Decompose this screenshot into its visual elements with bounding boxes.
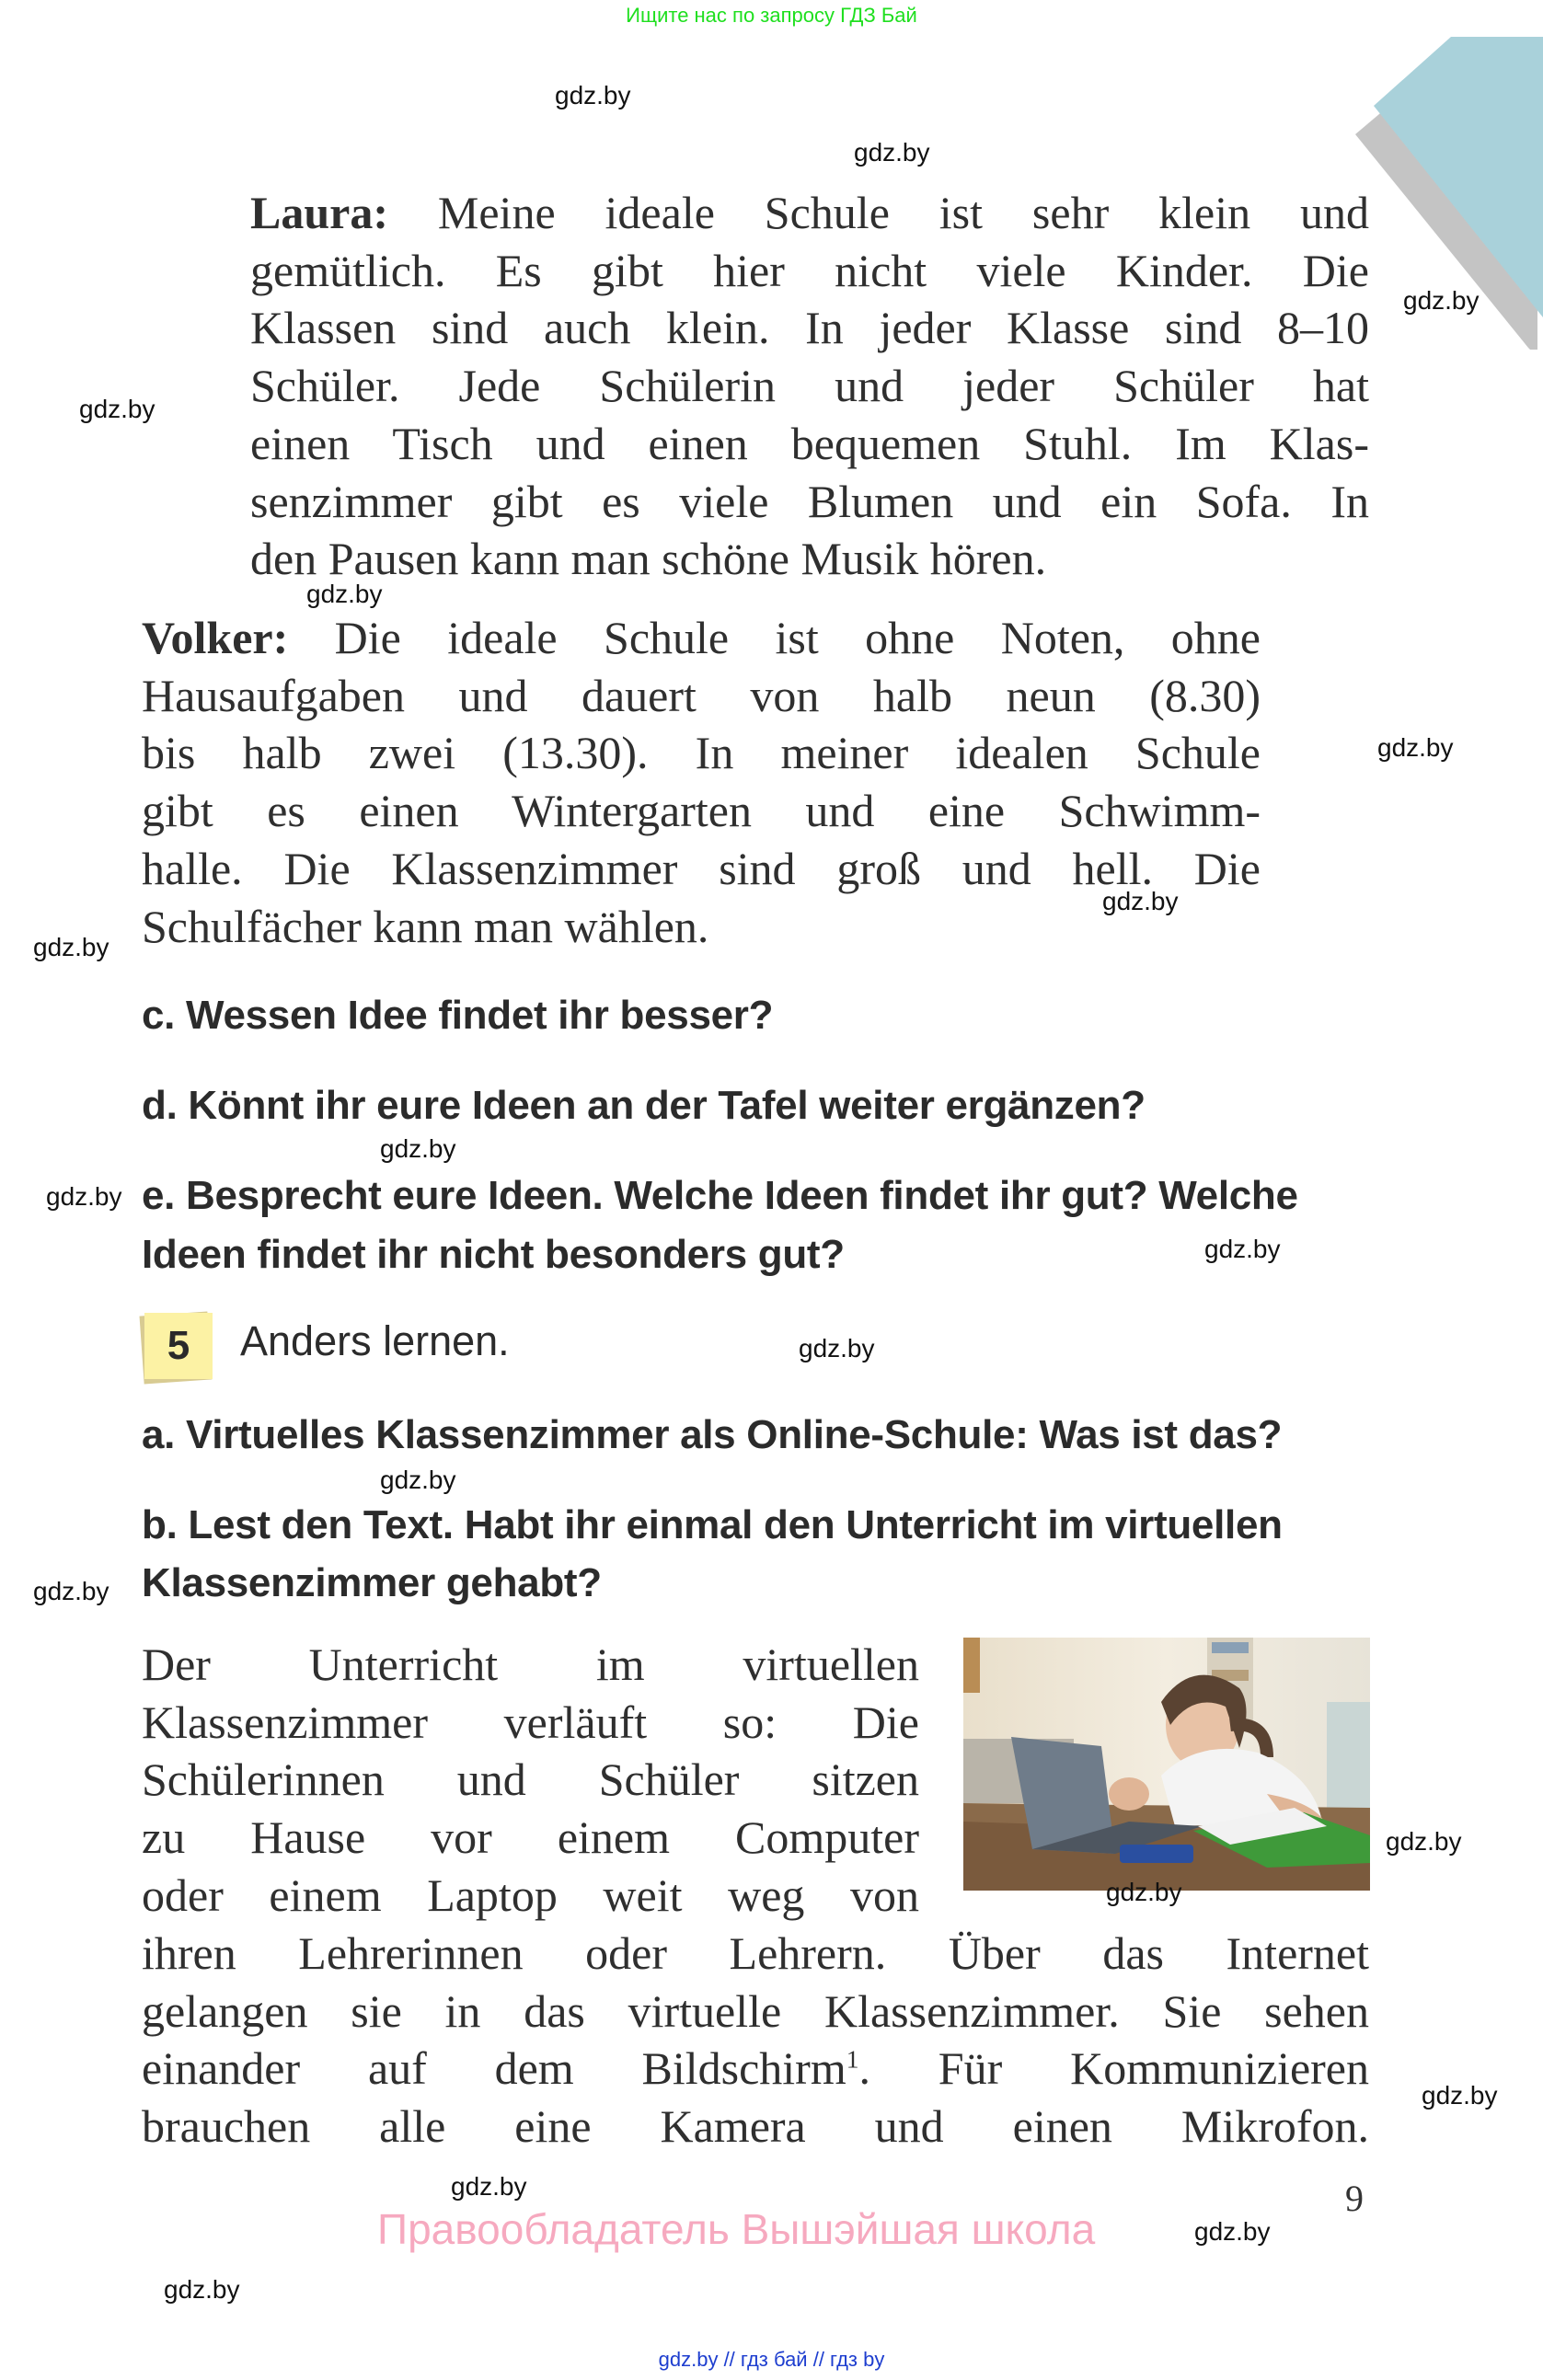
laura-line: einen Tisch und einen bequemen Stuhl. Im Klas- (250, 417, 1369, 469)
footnote-mark: 1 (846, 2044, 859, 2074)
task-d: d. Könnt ihr eure Ideen an der Tafel weiter ergänzen? (142, 1083, 1146, 1128)
speaker-laura: Laura: (250, 187, 388, 238)
watermark: gdz.by (33, 933, 109, 961)
exercise-title: Anders lernen. (240, 1317, 510, 1364)
girl-laptop-illustration-icon (963, 1638, 1370, 1891)
watermark: gdz.by (1386, 1827, 1462, 1856)
watermark: gdz.by (1422, 2081, 1498, 2110)
watermark: gdz.by (380, 1134, 456, 1163)
watermark: gdz.by (79, 395, 155, 423)
reading-line-part: einander auf dem Bildschirm (142, 2042, 846, 2095)
reading-line: brauchen alle eine Kamera und einen Mikrofon. (142, 2100, 1369, 2153)
volker-line: Die ideale Schule ist ohne Noten, ohne (334, 612, 1261, 663)
watermark: gdz.by (46, 1182, 122, 1211)
reading-line: zu Hause vor einem Computer (142, 1811, 919, 1864)
watermark: gdz.by (854, 138, 930, 167)
laura-paragraph (250, 184, 1369, 588)
watermark: gdz.by (1377, 733, 1454, 762)
task-a: a. Virtuelles Klassenzimmer als Online-Schule: Was ist das? (142, 1412, 1283, 1457)
reading-line: Der Unterricht im virtuellen (142, 1638, 919, 1690)
photo-girl-laptop (963, 1638, 1370, 1891)
watermark: gdz.by (555, 81, 631, 109)
volker-line: bis halb zwei (13.30). In meiner idealen Schule (142, 727, 1261, 779)
task-e-line2: Ideen findet ihr nicht besonders gut? (142, 1232, 845, 1277)
reading-line-footnote (142, 2040, 1369, 2098)
reading-line: gelangen sie in das virtuelle Klassenzimmer. Sie sehen (142, 1984, 1369, 2037)
watermark: gdz.by (306, 580, 383, 608)
laura-line: gemütlich. Es gibt hier nicht viele Kinder. Die (250, 244, 1369, 296)
reading-line: ihren Lehrerinnen oder Lehrern. Über das Internet (142, 1927, 1369, 1979)
volker-paragraph (142, 609, 1261, 955)
watermark: gdz.by (1106, 1878, 1182, 1906)
rights-holder: Правообладатель Вышэйшая школа (377, 2205, 1096, 2253)
watermark: gdz.by (380, 1466, 456, 1494)
exercise-number-badge (140, 1310, 219, 1389)
laura-line: Schüler. Jede Schülerin und jeder Schüler hat (250, 360, 1369, 412)
watermark: gdz.by (1102, 887, 1179, 915)
footer-links[interactable]: gdz.by // гдз бай // гдз by (658, 2348, 885, 2371)
reading-text-narrow (142, 1636, 919, 1925)
watermark: gdz.by (33, 1577, 109, 1605)
reading-line-part: . Für Kommunizieren (858, 2042, 1369, 2095)
reading-line: Klassenzimmer verläuft so: Die (142, 1696, 919, 1748)
laura-line: Meine ideale Schule ist sehr klein und (437, 187, 1369, 238)
watermark: gdz.by (1403, 286, 1480, 315)
volker-line: Schulfächer kann man wählen. (142, 900, 709, 952)
laura-line: den Pausen kann man schöne Musik hören. (250, 533, 1047, 585)
watermark: gdz.by (1204, 1235, 1281, 1263)
reading-text-wide (142, 1925, 1369, 2156)
page-number: 9 (1345, 2178, 1364, 2219)
laura-line: senzimmer gibt es viele Blumen und ein Sofa. In (250, 475, 1369, 527)
exercise-number: 5 (144, 1313, 213, 1379)
laura-line: Klassen sind auch klein. In jeder Klasse sind 8–10 (250, 302, 1369, 354)
reading-line: Schülerinnen und Schüler sitzen (142, 1753, 919, 1806)
task-b-line1: b. Lest den Text. Habt ihr einmal den Unterricht im virtuellen (142, 1502, 1283, 1547)
watermark: gdz.by (451, 2172, 527, 2201)
watermark: gdz.by (799, 1334, 875, 1362)
search-hint-banner: Ищите нас по запросу ГДЗ Бай (626, 4, 917, 27)
watermark: gdz.by (164, 2275, 240, 2304)
volker-line: gibt es einen Wintergarten und eine Schwimm- (142, 785, 1261, 837)
reading-line: oder einem Laptop weit weg von (142, 1868, 919, 1921)
task-c: c. Wessen Idee findet ihr besser? (142, 993, 774, 1038)
task-e-line1: e. Besprecht eure Ideen. Welche Ideen findet ihr gut? Welche (142, 1173, 1298, 1218)
watermark: gdz.by (1194, 2217, 1271, 2246)
volker-line: Hausaufgaben und dauert von halb neun (8.30) (142, 669, 1261, 721)
speaker-volker: Volker: (142, 612, 289, 663)
volker-line: halle. Die Klassenzimmer sind groß und hell. Die (142, 842, 1261, 894)
task-b-line2: Klassenzimmer gehabt? (142, 1560, 602, 1605)
